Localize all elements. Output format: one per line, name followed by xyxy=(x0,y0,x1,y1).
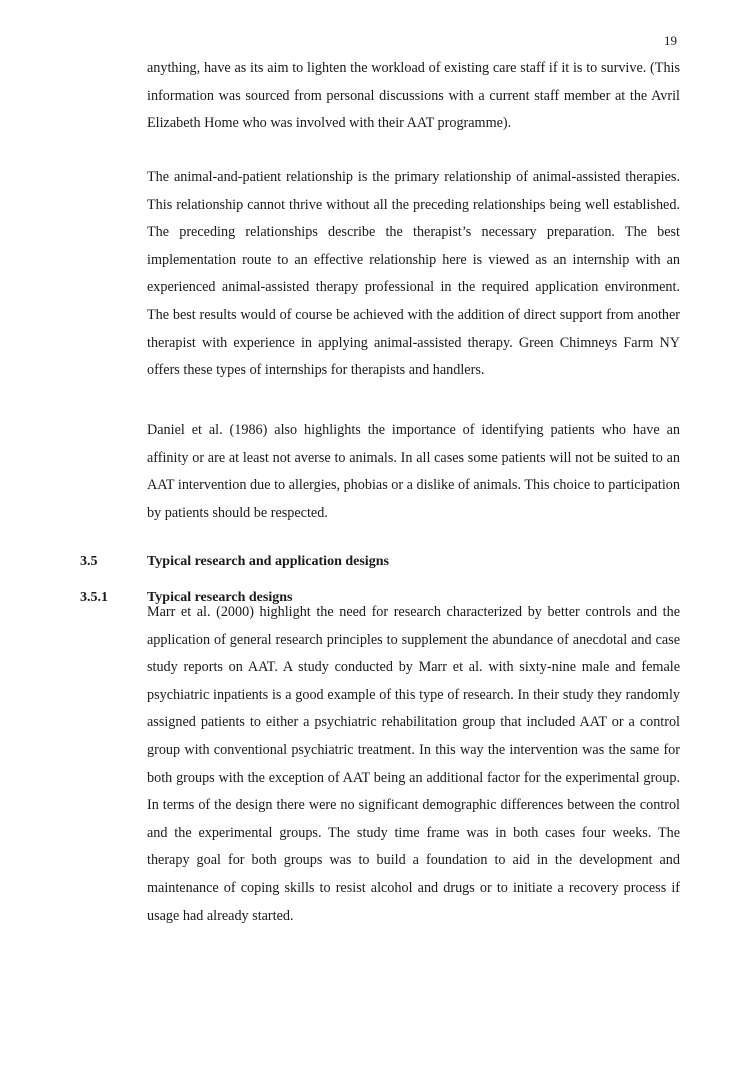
paragraph-continuation: anything, have as its aim to lighten the workload of existing care staff if it is to survive. (This information was sourced from personal discussions with a current staff member at the Avril Elizabeth Home who was involved with their AAT programme). xyxy=(147,60,680,132)
page-number: 19 xyxy=(664,33,677,48)
section-heading-3-5-1: Typical research designs xyxy=(147,590,293,605)
section-number-3-5: 3.5 xyxy=(80,554,98,569)
paragraph-animal-patient-relationship: The animal-and-patient relationship is the primary relationship of animal-assisted therapies. This relationship cannot thrive without all the preceding relationships being well established. The preceding relationships describe the therapist’s necessary preparation. The best implementation route to an effective relationship here is viewed as an internship with an experienced animal-assisted therapy professional in the required application environment. The best results would of course be achieved with the addition of direct support from another therapist with experience in applying animal-assisted therapy. Green Chimneys Farm NY offers these types of internships for therapists and handlers. xyxy=(147,169,680,379)
paragraph-marr-et-al: Marr et al. (2000) highlight the need for research characterized by better controls and the application of general research principles to supplement the abundance of anecdotal and case study reports on AAT. A study conducted by Marr et al. with sixty-nine male and female psychiatric inpatients is a good example of this type of research. In their study they randomly assigned patients to either a psychiatric rehabilitation group that included AAT or a control group with conventional psychiatric treatment. In this way the intervention was the same for both groups with the exception of AAT being an additional factor for the experimental group. In terms of the design there were no significant demographic differences between the control and the experimental groups. The study time frame was in both cases four weeks. The therapy goal for both groups was to build a foundation to aid in the development and maintenance of coping skills to resist alcohol and drugs or to initiate a recovery process if usage had already started. xyxy=(147,604,680,924)
section-number-3-5-1: 3.5.1 xyxy=(80,590,108,605)
paragraph-daniel-et-al: Daniel et al. (1986) also highlights the importance of identifying patients who have an affinity or are at least not averse to animals. In all cases some patients will not be suited to an AAT intervention due to allergies, phobias or a dislike of animals. This choice to participation by patients should be respected. xyxy=(147,422,680,521)
section-heading-3-5: Typical research and application designs xyxy=(147,554,389,569)
